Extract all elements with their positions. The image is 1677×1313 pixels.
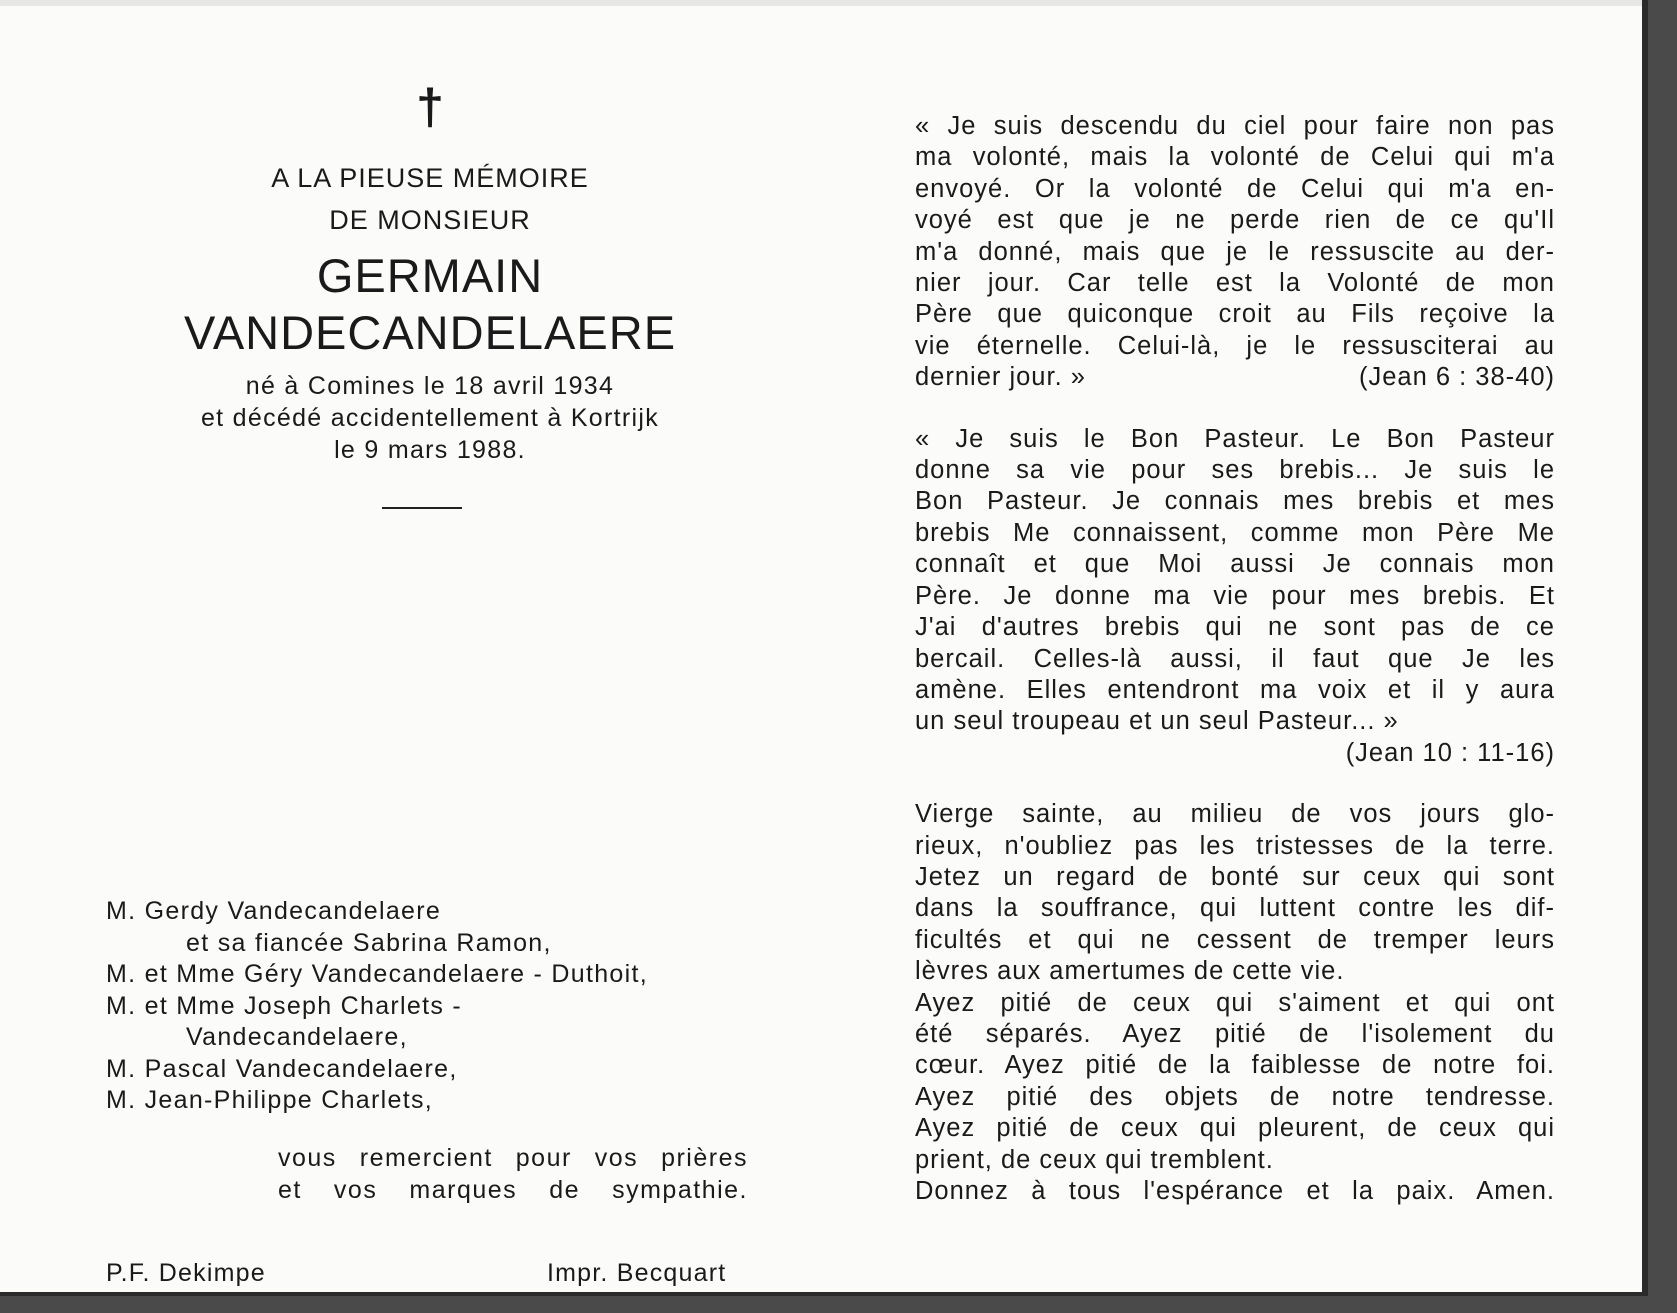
quote-line: vie éternelle. Celui-là, je le ressusciterai au [915, 331, 1555, 360]
scripture-quote-2 [915, 424, 1555, 769]
prayer-line: cœur. Ayez pitié de la faiblesse de notre foi. [915, 1051, 1555, 1080]
family-member: M. Gerdy Vandecandelaere [106, 897, 442, 925]
quote-line: nier jour. Car telle est la Volonté de mon [915, 269, 1555, 298]
quote-line: donne sa vie pour ses brebis... Je suis le [915, 456, 1555, 485]
cross-icon: † [416, 79, 444, 135]
scripture-reference: (Jean 10 : 11-16) [1345, 738, 1555, 767]
quote-line: dernier jour. » [915, 363, 1086, 392]
prayer-line: prient, de ceux qui tremblent. [915, 1145, 1274, 1174]
birth-line: né à Comines le 18 avril 1934 [245, 372, 615, 400]
quote-line: Père que quiconque croit au Fils reçoive la [915, 300, 1555, 329]
thanks-line: vous remercient pour vos prières [278, 1144, 748, 1172]
death-date-line: le 9 mars 1988. [334, 436, 526, 464]
quote-line: « Je suis descendu du ciel pour faire non pas [915, 112, 1555, 140]
thanks-line: et vos marques de sympathie. [278, 1176, 748, 1204]
prayer-line: dans la souffrance, qui luttent contre les dif- [915, 894, 1555, 923]
quote-line: « Je suis le Bon Pasteur. Le Bon Pasteur [915, 424, 1555, 453]
prayer-line: Vierge sainte, au milieu de vos jours glo- [915, 800, 1555, 829]
family-list [106, 896, 806, 1117]
quote-line: Bon Pasteur. Je connais mes brebis et mes [915, 487, 1555, 516]
divider [382, 507, 462, 509]
deceased-last-name: VANDECANDELAERE [183, 306, 677, 359]
quote-line: Père. Je donne ma vie pour mes brebis. Et [915, 581, 1555, 610]
quote-line: connaît et que Moi aussi Je connais mon [915, 550, 1555, 579]
prayer-line: été séparés. Ayez pitié de l'isolement du [915, 1019, 1555, 1048]
scripture-reference: (Jean 6 : 38-40) [1358, 363, 1555, 392]
quote-line: brebis Me connaissent, comme mon Père Me [915, 518, 1555, 547]
prayer-line: Jetez un regard de bonté sur ceux qui sont [915, 862, 1555, 891]
deceased-first-name: GERMAIN [316, 249, 544, 302]
family-member: M. et Mme Joseph Charlets - [106, 991, 463, 1020]
family-member: et sa fiancée Sabrina Ramon, [186, 928, 552, 957]
family-member: M. Jean-Philippe Charlets, [106, 1086, 433, 1114]
funeral-home: P.F. Dekimpe [106, 1259, 266, 1287]
family-member: M. Pascal Vandecandelaere, [106, 1054, 458, 1083]
quote-line: envoyé. Or la volonté de Celui qui m'a en- [915, 174, 1555, 203]
prayer-line: lèvres aux amertumes de cette vie. [915, 957, 1345, 986]
prayer-line: Ayez pitié de ceux qui pleurent, de ceux qui [915, 1114, 1555, 1143]
prayer-line: rieux, n'oubliez pas les tristesses de la terre. [915, 831, 1555, 860]
quote-line: J'ai d'autres brebis qui ne sont pas de ce [915, 613, 1555, 642]
quote-last-line [915, 362, 1555, 393]
prayer-final-line: Donnez à tous l'espérance et la paix. Amen. [915, 1177, 1555, 1205]
memory-heading-line1: A LA PIEUSE MÉMOIRE [271, 163, 589, 193]
quote-line: un seul troupeau et un seul Pasteur... » [915, 707, 1399, 736]
quote-line: amène. Elles entendront ma voix et il y aura [915, 675, 1555, 704]
death-line: et décédé accidentellement à Kortrijk [200, 404, 660, 432]
prayer [915, 799, 1555, 1207]
prayer-line: Ayez pitié de ceux qui s'aiment et qui ont [915, 988, 1555, 1017]
prayer-line: ficultés et qui ne cessent de tremper leurs [915, 925, 1555, 954]
printer-credit: Impr. Becquart [547, 1259, 727, 1287]
quote-line: ma volonté, mais la volonté de Celui qui m'a [915, 143, 1555, 172]
memory-heading-line2: DE MONSIEUR [329, 205, 531, 235]
family-member: M. et Mme Géry Vandecandelaere - Duthoit, [106, 960, 648, 988]
family-member: Vandecandelaere, [186, 1023, 408, 1051]
thanks-text [278, 1142, 748, 1206]
scripture-quote-1 [915, 111, 1555, 394]
quote-line: voyé est que je ne perde rien de ce qu'Il [915, 206, 1555, 235]
right-column [915, 111, 1555, 1207]
quote-line: bercail. Celles-là aussi, il faut que Je les [915, 644, 1555, 673]
quote-line: m'a donné, mais que je le ressuscite au der- [915, 237, 1555, 266]
prayer-line: Ayez pitié des objets de notre tendresse. [915, 1082, 1555, 1111]
